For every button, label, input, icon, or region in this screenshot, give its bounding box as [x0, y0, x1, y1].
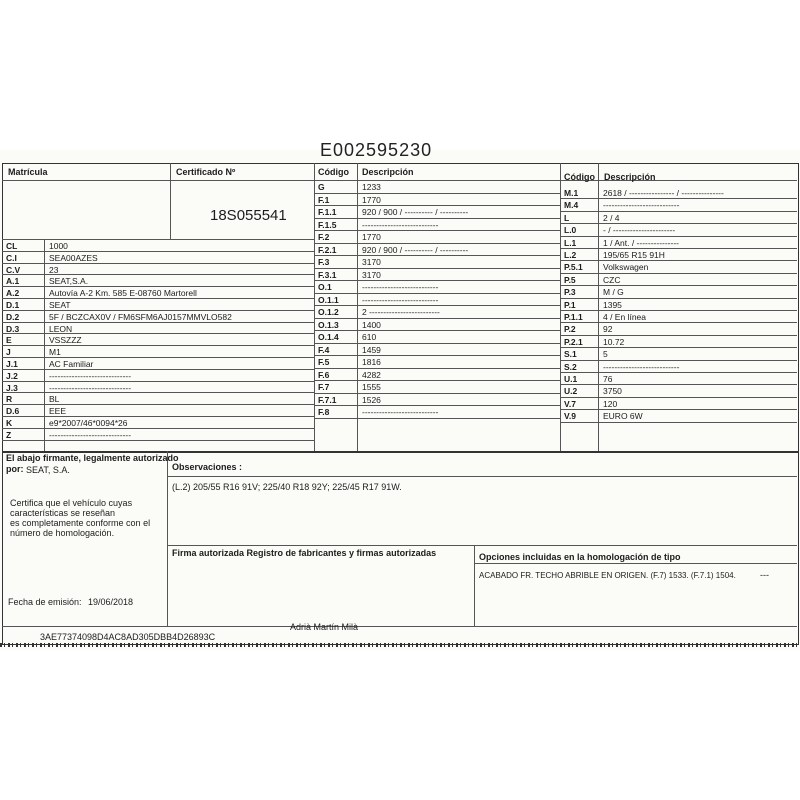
mid-row-code: F.7: [318, 382, 330, 392]
right-row-code: L.2: [564, 250, 577, 260]
left-row-code: D.6: [6, 406, 20, 417]
mid-row-code: F.1.1: [318, 207, 337, 217]
left-row-code: J.2: [6, 370, 18, 381]
mid-row-value: 4282: [362, 369, 381, 380]
mid-codigo-label: Código: [318, 167, 349, 177]
right-codigo-label: Código: [564, 172, 595, 182]
right-row-code: S.1: [564, 349, 577, 360]
right-row-code: U.2: [564, 386, 578, 397]
right-row-value: CZC: [603, 274, 621, 285]
mid-row-code: O.1.4: [318, 332, 339, 342]
left-row-value: BL: [49, 394, 60, 405]
left-row-value: -----------------------------: [49, 382, 132, 393]
mid-row-code: O.1: [318, 282, 332, 292]
right-row-value: 76: [603, 374, 613, 384]
certifica-line-4: número de homologación.: [10, 528, 115, 538]
left-row-value: AC Familiar: [49, 359, 94, 369]
firma-name: Adrià Martín Milà: [290, 622, 359, 632]
left-row-value: SEAT,S.A.: [49, 276, 89, 287]
left-row-code: J.1: [6, 359, 18, 369]
right-row-value: ---------------------------: [603, 361, 680, 372]
left-row-code: J: [6, 347, 11, 358]
right-row-value: EURO 6W: [603, 411, 643, 422]
document-number: E002595230: [320, 140, 433, 160]
mid-row-code: F.4: [318, 344, 330, 355]
left-row-code: E: [6, 335, 12, 346]
left-row-value: VSSZZZ: [49, 335, 82, 346]
mid-row-value: 920 / 900 / ---------- / ----------: [362, 244, 469, 255]
firma-label: Firma autorizada Registro de fabricantes y firmas autorizadas: [172, 548, 437, 558]
mid-row-value: 1816: [362, 357, 381, 367]
mid-row-code: F.5: [318, 357, 330, 367]
right-row-code: P.5: [564, 274, 576, 285]
left-row-code: J.3: [6, 382, 18, 393]
left-row-value: EEE: [49, 406, 67, 417]
matricula-label: Matrícula: [8, 167, 48, 177]
right-row-value: 120: [603, 398, 618, 409]
mid-row-code: F.3: [318, 257, 330, 267]
right-row-code: V.9: [564, 411, 576, 422]
mid-row-code: G: [318, 182, 325, 192]
left-row-value: e9*2007/46*0094*26: [49, 418, 128, 428]
right-row-code: M.1: [564, 188, 579, 198]
left-row-code: R: [6, 394, 13, 405]
mid-row-code: F.1: [318, 194, 330, 205]
firmante-label: El abajo firmante, legalmente autorizado: [6, 453, 179, 463]
left-row-code: D.2: [6, 311, 20, 322]
right-row-code: L.0: [564, 225, 577, 236]
right-row-value: 10.72: [603, 336, 625, 347]
mid-row-value: 1526: [362, 394, 381, 405]
right-row-value: M / G: [603, 287, 624, 298]
right-row-value: 4 / En línea: [603, 312, 647, 322]
left-row-value: SEAT: [49, 300, 71, 310]
mid-row-value: 920 / 900 / ---------- / ----------: [362, 207, 469, 217]
left-row-value: -----------------------------: [49, 370, 132, 381]
right-row-code: L.1: [564, 237, 577, 248]
certificado-value: 18S055541: [210, 207, 287, 224]
mid-row-value: 1400: [362, 319, 381, 330]
left-row-code: Z: [6, 429, 12, 440]
right-row-code: P.5.1: [564, 262, 583, 273]
mid-row-code: F.7.1: [318, 394, 337, 405]
mid-row-value: 3170: [362, 269, 381, 280]
mid-row-value: 610: [362, 332, 377, 342]
right-row-code: U.1: [564, 374, 578, 384]
right-row-value: 1395: [603, 299, 622, 310]
mid-row-value: ---------------------------: [362, 407, 439, 417]
right-row-code: P.1: [564, 299, 576, 310]
right-row-code: P.2: [564, 324, 576, 335]
left-row-value: LEON: [49, 323, 73, 334]
mid-row-code: F.2.1: [318, 244, 337, 255]
mid-row-value: 1555: [362, 382, 381, 392]
fecha-value: 19/06/2018: [88, 597, 134, 607]
right-row-code: M.4: [564, 200, 579, 211]
left-row-code: C.V: [6, 264, 21, 275]
document-hash: 3AE77374098D4AC8AD305DBB4D26893C: [40, 632, 216, 642]
right-row-value: 92: [603, 324, 613, 335]
opciones-text: ACABADO FR. TECHO ABRIBLE EN ORIGEN. (F.7) 1533. (F.7.1) 1504.: [479, 571, 736, 580]
left-row-code: A.2: [6, 288, 20, 299]
mid-descripcion-label: Descripción: [362, 167, 414, 177]
opciones-dashes: ---: [760, 570, 769, 580]
left-row-code: D.1: [6, 300, 20, 310]
mid-row-code: F.6: [318, 369, 330, 380]
right-row-value: 195/65 R15 91H: [603, 250, 665, 260]
right-row-code: P.1.1: [564, 312, 583, 322]
right-row-value: 2 / 4: [603, 212, 620, 223]
observaciones-label: Observaciones :: [172, 462, 243, 472]
mid-row-code: F.2: [318, 232, 330, 242]
mid-row-value: 2 -------------------------: [362, 307, 440, 317]
left-row-value: 23: [49, 264, 59, 275]
mid-row-value: 1233: [362, 182, 381, 192]
mid-row-code: F.3.1: [318, 269, 337, 280]
left-row-value: SEA00AZES: [49, 252, 98, 263]
opciones-label: Opciones incluidas en la homologación de tipo: [479, 552, 681, 562]
mid-row-value: ---------------------------: [362, 282, 439, 292]
mid-row-value: 3170: [362, 257, 381, 267]
left-row-value: Autovía A-2 Km. 585 E-08760 Martorell: [49, 288, 197, 299]
left-row-code: A.1: [6, 276, 20, 287]
right-row-code: S.2: [564, 361, 577, 372]
left-row-code: CL: [6, 241, 18, 251]
left-row-code: C.I: [6, 252, 17, 263]
right-row-code: V.7: [564, 398, 576, 409]
barcode-strip: [0, 643, 800, 647]
left-row-value: M1: [49, 347, 61, 358]
mid-row-value: 1770: [362, 232, 381, 242]
observaciones-text: (L.2) 205/55 R16 91V; 225/40 R18 92Y; 225/45 R17 91W.: [172, 482, 402, 492]
right-descripcion-label: Descripción: [604, 172, 656, 182]
left-row-code: K: [6, 418, 13, 428]
mid-row-code: O.1.2: [318, 307, 339, 317]
left-row-value: 1000: [49, 241, 68, 251]
right-row-value: 5: [603, 349, 608, 360]
right-row-value: 1 / Ant. / ---------------: [603, 237, 680, 248]
left-row-value: 5F / BCZCAX0V / FM6SFM6AJ0157MMVLO582: [49, 311, 232, 322]
firmante-por-value: SEAT, S.A.: [26, 465, 70, 475]
mid-row-value: 1459: [362, 344, 381, 355]
mid-row-code: O.1.1: [318, 294, 339, 305]
mid-row-value: ---------------------------: [362, 294, 439, 305]
right-row-value: 2618 / ---------------- / ---------------: [603, 188, 724, 198]
right-row-code: L: [564, 212, 570, 223]
mid-row-value: ---------------------------: [362, 219, 439, 230]
left-row-value: -----------------------------: [49, 429, 132, 440]
right-row-code: P.3: [564, 287, 576, 298]
mid-row-code: O.1.3: [318, 319, 339, 330]
right-row-value: 3750: [603, 386, 622, 397]
certifica-line-1: Certifica que el vehículo cuyas: [10, 498, 133, 508]
left-row-code: D.3: [6, 323, 20, 334]
mid-row-value: 1770: [362, 194, 381, 205]
certifica-line-2: características se reseñan: [10, 508, 116, 518]
mid-row-code: F.8: [318, 407, 330, 417]
right-row-value: - / ----------------------: [603, 225, 676, 236]
fecha-label: Fecha de emisión:: [8, 597, 82, 607]
firmante-por-label: por:: [6, 464, 24, 474]
certifica-line-3: es completamente conforme con el: [10, 518, 151, 528]
right-row-value: Volkswagen: [603, 262, 649, 273]
certificado-label: Certificado Nº: [176, 167, 236, 177]
right-row-code: P.2.1: [564, 336, 583, 347]
mid-row-code: F.1.5: [318, 219, 337, 230]
right-row-value: ---------------------------: [603, 200, 680, 211]
